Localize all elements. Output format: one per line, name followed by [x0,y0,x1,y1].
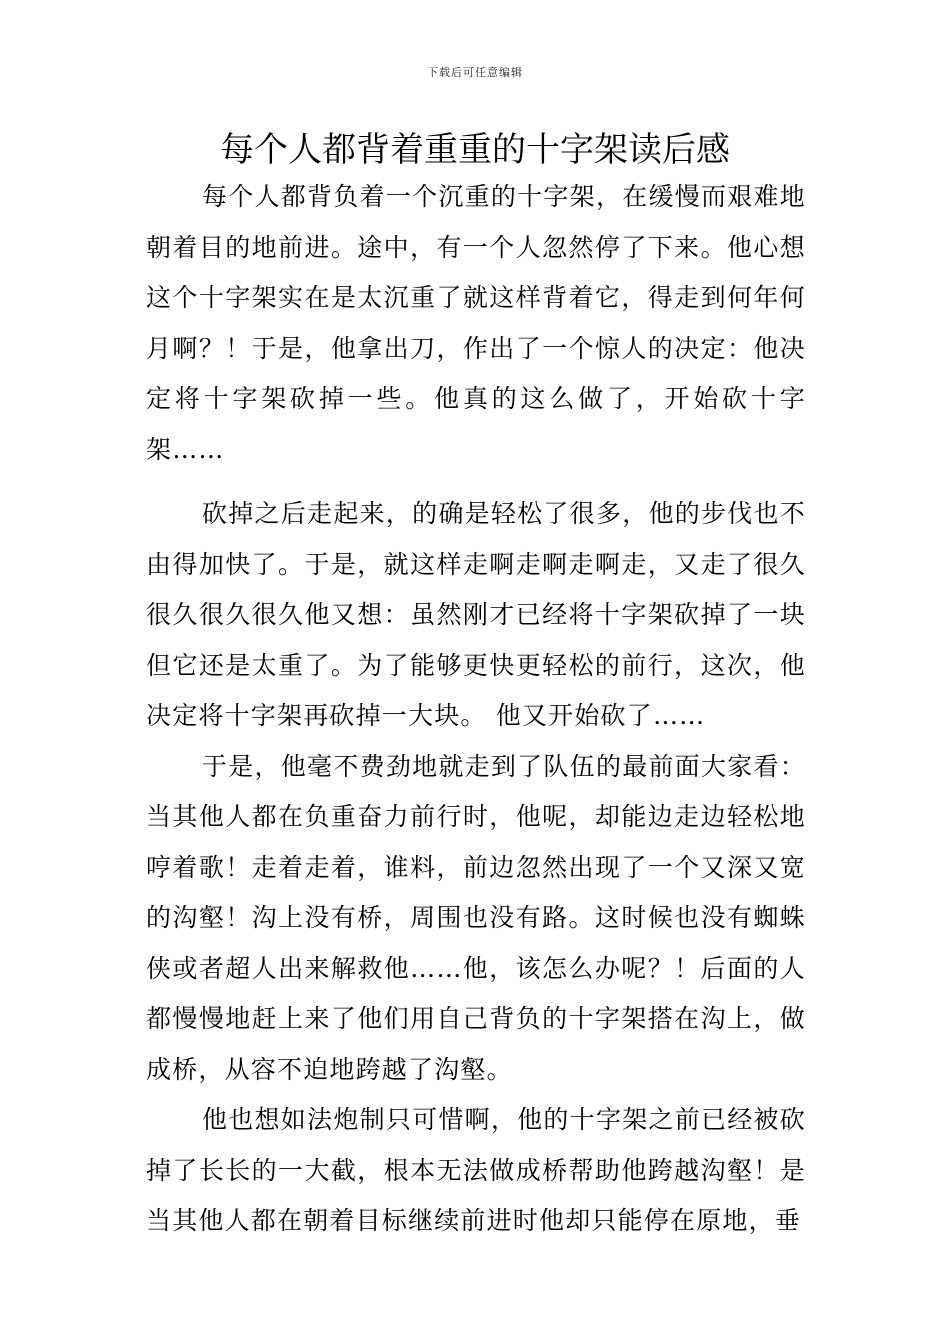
paragraph-2: 砍掉之后走起来，的确是轻松了很多，他的步伐也不由得加快了。于是，就这样走啊走啊走啊走，又走了很久很久很久很久他又想：虽然刚才已经将十字架砍掉了一块但它还是太重了。为了能够更快更轻松的前行，这次，他决定将十字架再砍掉一大块。 他又开始砍了…… [146,499,806,730]
page-header-note: 下载后可任意编辑 [427,66,523,79]
document-title: 每个人都背着重重的十字架读后感 [220,130,730,170]
paragraph-3: 于是，他毫不费劲地就走到了队伍的最前面大家看：当其他人都在负重奋力前行时，他呢，却能边走边轻松地哼着歌！走着走着，谁料，前边忽然出现了一个又深又宽的沟壑！沟上没有桥，周围也没有路。这时候也没有蜘蛛侠或者超人出来解救他……他，该怎么办呢？！后面的人都慢慢地赶上来了他们用自己背负的十字架搭在沟上，做成桥，从容不迫地跨越了沟壑。 [146,751,806,1084]
paragraph-1: 每个人都背负着一个沉重的十字架，在缓慢而艰难地朝着目的地前进。途中，有一个人忽然停了下来。他心想这个十字架实在是太沉重了就这样背着它，得走到何年何月啊？！于是，他拿出刀，作出了一个惊人的决定：他决定将十字架砍掉一些。他真的这么做了，开始砍十字架…… [146,182,806,464]
paragraph-4: 他也想如法炮制只可惜啊，他的十字架之前已经被砍掉了长长的一大截，根本无法做成桥帮助他跨越沟壑！是当其他人都在朝着目标继续前进时他却只能停在原地，垂 [146,1105,806,1235]
document-body [146,172,806,1247]
